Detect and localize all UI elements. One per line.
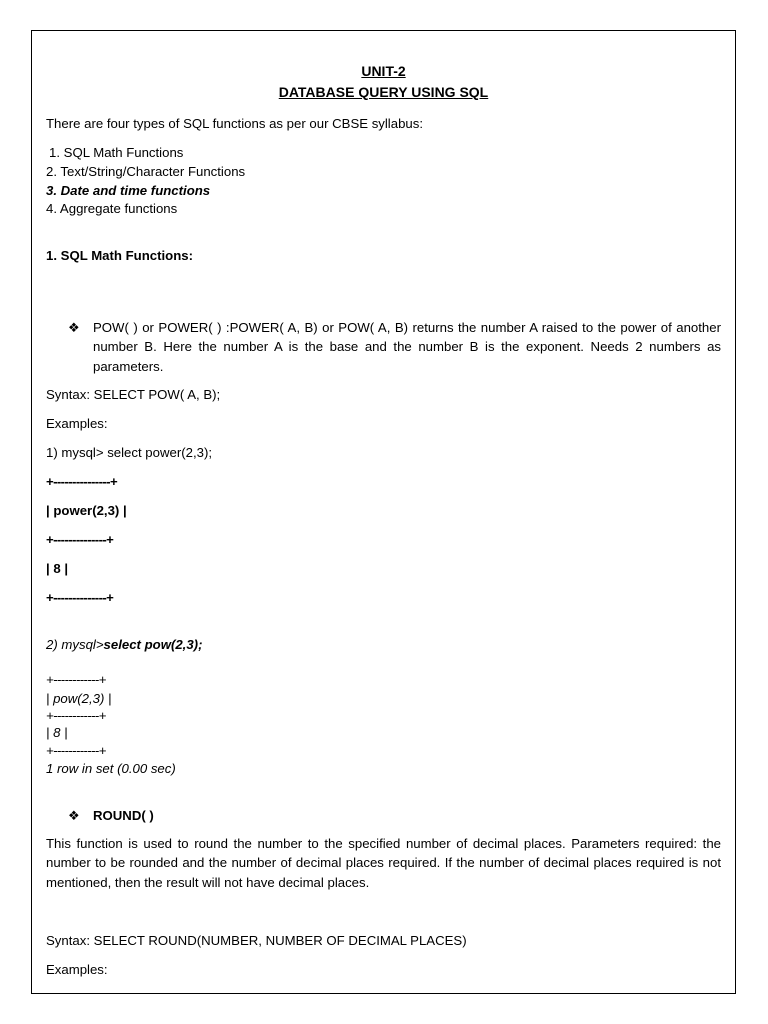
round-syntax: Syntax: SELECT ROUND(NUMBER, NUMBER OF DECIMAL PLACES) <box>46 933 467 948</box>
function-type-2: 2. Text/String/Character Functions <box>46 164 246 179</box>
pow-example2-sql: select pow(2,3); <box>103 637 203 652</box>
diamond-bullet-icon: ❖ <box>68 808 80 823</box>
intro-text: There are four types of SQL functions as per our CBSE syllabus: <box>46 116 424 131</box>
pow-example1-border-top: +---------------+ <box>46 474 118 489</box>
pow-example2-command <box>46 635 202 654</box>
diamond-bullet-icon: ❖ <box>68 320 80 335</box>
function-type-1: 1. SQL Math Functions <box>49 145 184 160</box>
pow-example2-header: | pow(2,3) | <box>46 691 112 706</box>
round-examples-label: Examples: <box>46 962 108 977</box>
pow-examples-label: Examples: <box>46 416 108 431</box>
unit-title: UNIT-2 <box>361 63 406 79</box>
function-type-4: 4. Aggregate functions <box>46 201 178 216</box>
section-heading: 1. SQL Math Functions: <box>46 248 194 263</box>
round-description: This function is used to round the number to the specified number of decimal places. Parameters required: the number to be rounded and the number of decimal places required. If the number of decimal places required is not mentioned, then the result will not have decimal places. <box>46 836 721 890</box>
pow-example1-header: | power(2,3) | <box>46 503 127 518</box>
function-type-3: 3. Date and time functions <box>46 183 211 198</box>
pow-example2-border-mid: +------------+ <box>46 708 106 723</box>
round-heading: ROUND( ) <box>93 808 154 823</box>
pow-syntax: Syntax: SELECT POW( A, B); <box>46 387 221 402</box>
pow-example1-border-mid: +--------------+ <box>46 532 114 547</box>
pow-example2-border-top: +------------+ <box>46 672 106 687</box>
pow-example1-command: 1) mysql> select power(2,3); <box>46 445 213 460</box>
pow-example1-value: | 8 | <box>46 561 69 576</box>
pow-example2-prefix: 2) mysql> <box>46 637 104 652</box>
pow-example2-footer: 1 row in set (0.00 sec) <box>46 761 176 776</box>
pow-example2-border-bottom: +------------+ <box>46 743 106 758</box>
main-title: DATABASE QUERY USING SQL <box>278 84 489 100</box>
pow-example1-border-bottom: +--------------+ <box>46 590 114 605</box>
pow-example2-value: | 8 | <box>46 725 68 740</box>
pow-description: POW( ) or POWER( ) :POWER( A, B) or POW( A, B) returns the number A raised to the power of another number B. Here the number A is the base and the number B is the exponent. Needs 2 numbers as parameters. <box>93 320 721 374</box>
